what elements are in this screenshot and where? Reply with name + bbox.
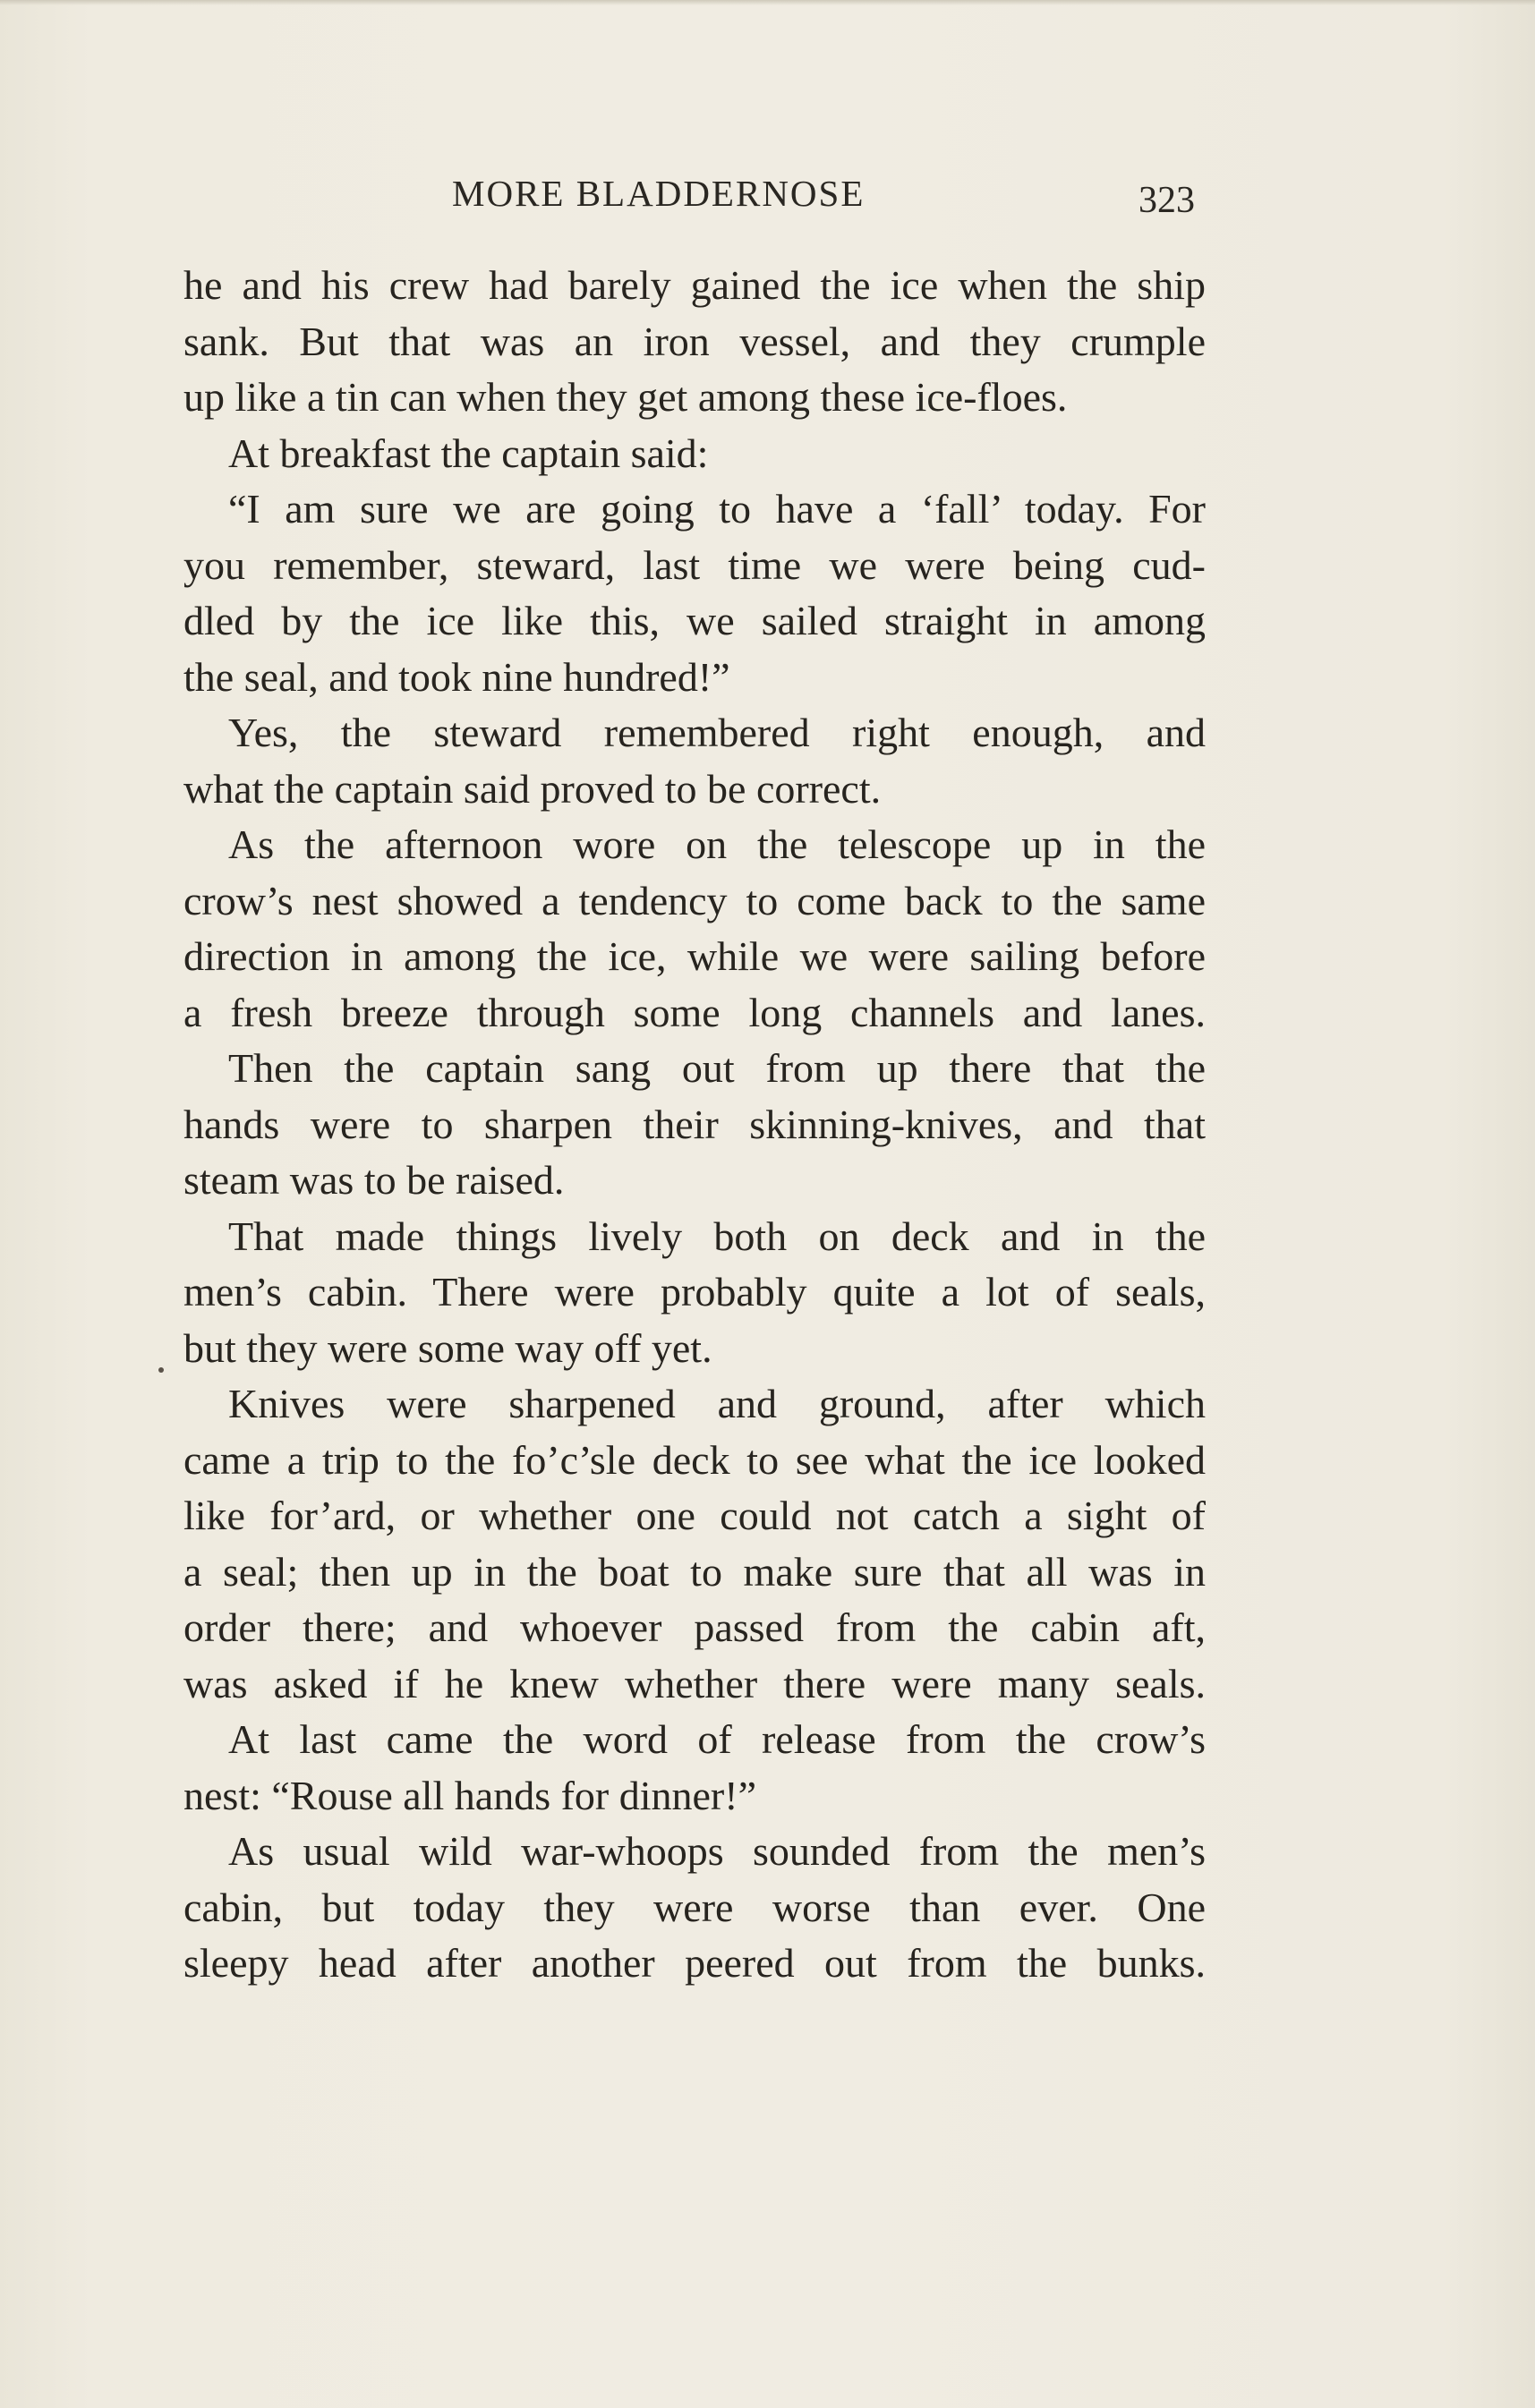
text-line: As usual wild war-whoops sounded from the men’s <box>228 1828 1206 1874</box>
text-line: At last came the word of release from the crow’s <box>228 1716 1206 1762</box>
text-line: crow’s nest showed a tendency to come back to the same <box>183 877 1206 923</box>
running-title: MORE BLADDERNOSE <box>452 173 866 214</box>
text-line: a fresh breeze through some long channels and lanes. <box>183 989 1206 1035</box>
text-line: Knives were sharpened and ground, after which <box>228 1381 1206 1426</box>
text-line: nest: “Rouse all hands for dinner!” <box>183 1772 756 1818</box>
text-line: the seal, and took nine hundred!” <box>183 653 730 700</box>
text-line: came a trip to the fo’c’sle deck to see what the ice looked <box>183 1436 1206 1483</box>
text-line: steam was to be raised. <box>183 1157 565 1203</box>
ink-speck <box>158 1367 164 1373</box>
page-number: 323 <box>1138 180 1195 221</box>
text-line: but they were some way off yet. <box>183 1324 712 1371</box>
text-line: he and his crew had barely gained the ice when the ship <box>183 262 1206 308</box>
text-line: hands were to sharpen their skinning-knives, and that <box>183 1101 1206 1147</box>
text-line: men’s cabin. There were probably quite a lot of seals, <box>183 1269 1206 1315</box>
text-line: At breakfast the captain said: <box>228 430 709 476</box>
text-line: was asked if he knew whether there were many seals. <box>183 1660 1206 1706</box>
text-line: up like a tin can when they get among these ice-floes. <box>183 374 1068 420</box>
body-text <box>183 258 1206 1992</box>
text-line: a seal; then up in the boat to make sure that all was in <box>183 1548 1206 1595</box>
text-line: direction in among the ice, while we were sailing before <box>183 933 1206 979</box>
text-line: like for’ard, or whether one could not catch a sight of <box>183 1493 1206 1538</box>
text-line: dled by the ice like this, we sailed straight in among <box>183 598 1206 643</box>
text-line: “I am sure we are going to have a ‘fall’ today. For <box>228 486 1206 532</box>
text-line: sank. But that was an iron vessel, and they crumple <box>183 318 1206 364</box>
text-line: order there; and whoever passed from the cabin aft, <box>183 1604 1206 1650</box>
text-line: Yes, the steward remembered right enough, and <box>228 710 1206 755</box>
text-line: As the afternoon wore on the telescope up in the <box>228 821 1206 867</box>
text-line: Then the captain sang out from up there that the <box>228 1045 1206 1091</box>
running-head <box>0 172 1535 225</box>
text-line: you remember, steward, last time we were being cud- <box>183 541 1206 588</box>
text-line: That made things lively both on deck and in the <box>228 1213 1206 1259</box>
text-line: sleepy head after another peered out from the bunks. <box>183 1940 1206 1986</box>
text-line: cabin, but today they were worse than ever. One <box>183 1884 1206 1930</box>
text-line: what the captain said proved to be correct. <box>183 765 882 812</box>
